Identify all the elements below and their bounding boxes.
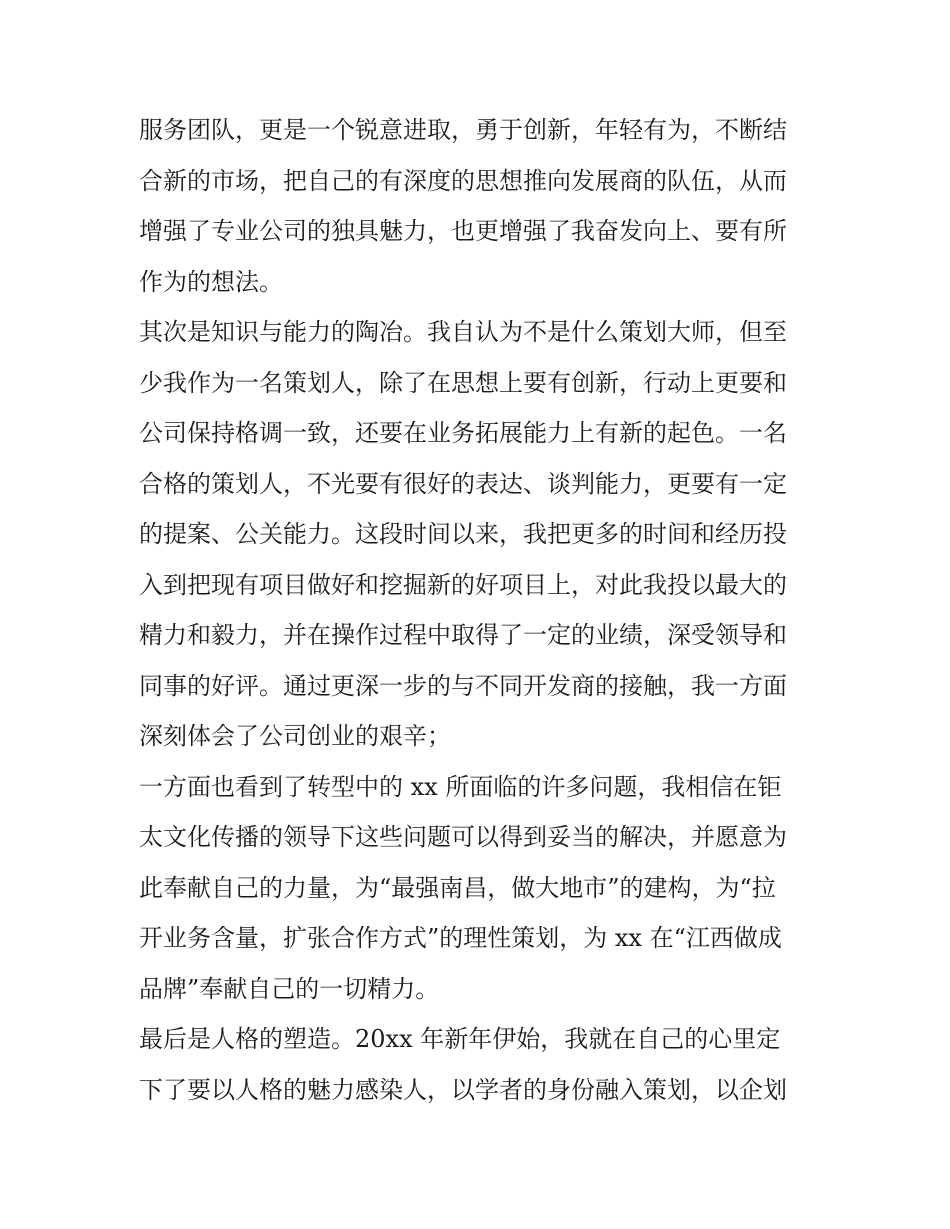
text-line: 少我作为一名策划人，除了在思想上要有创新，行动上更要和 [139, 368, 787, 397]
text-line: 开业务含量，扩张合作方式”的理性策划，为 xx 在“江西做成 [139, 924, 782, 952]
text-line: 精力和毅力，并在操作过程中取得了一定的业绩，深受领导和 [139, 621, 787, 649]
body-text [139, 105, 819, 1115]
text-line: 品牌”奉献自己的一切精力。 [139, 974, 440, 1003]
text-line: 一方面也看到了转型中的 xx 所面临的许多问题，我相信在钜 [139, 772, 782, 801]
text-line: 合格的策划人，不光要有很好的表达、谈判能力，更要有一定 [139, 469, 787, 498]
text-line: 增强了专业公司的独具魅力，也更增强了我奋发向上、要有所 [139, 217, 787, 245]
text-line: 同事的好评。通过更深一步的与不同开发商的接触，我一方面 [139, 671, 787, 700]
text-line: 深刻体会了公司创业的艰辛； [139, 722, 451, 750]
text-line: 太文化传播的领导下这些问题可以得到妥当的解决，并愿意为 [139, 823, 787, 851]
text-line: 入到把现有项目做好和挖掘新的好项目上，对此我投以最大的 [139, 570, 787, 599]
text-line: 此奉献自己的力量，为“最强南昌，做大地市”的建构，为“拉 [139, 873, 776, 902]
text-line: 作为的想法。 [139, 267, 283, 296]
text-line: 的提案、公关能力。这段时间以来，我把更多的时间和经历投 [139, 520, 787, 548]
text-line: 合新的市场，把自己的有深度的思想推向发展商的队伍，从而 [139, 166, 787, 195]
text-line: 其次是知识与能力的陶冶。我自认为不是什么策划大师，但至 [139, 318, 787, 346]
text-line: 服务团队，更是一个锐意进取，勇于创新，年轻有为，不断结 [139, 116, 787, 144]
text-line: 公司保持格调一致，还要在业务拓展能力上有新的起色。一名 [139, 419, 787, 447]
text-line: 最后是人格的塑造。20xx 年新年伊始，我就在自己的心里定 [139, 1025, 781, 1053]
text-line: 下了要以人格的魅力感染人，以学者的身份融入策划，以企划 [139, 1075, 787, 1104]
